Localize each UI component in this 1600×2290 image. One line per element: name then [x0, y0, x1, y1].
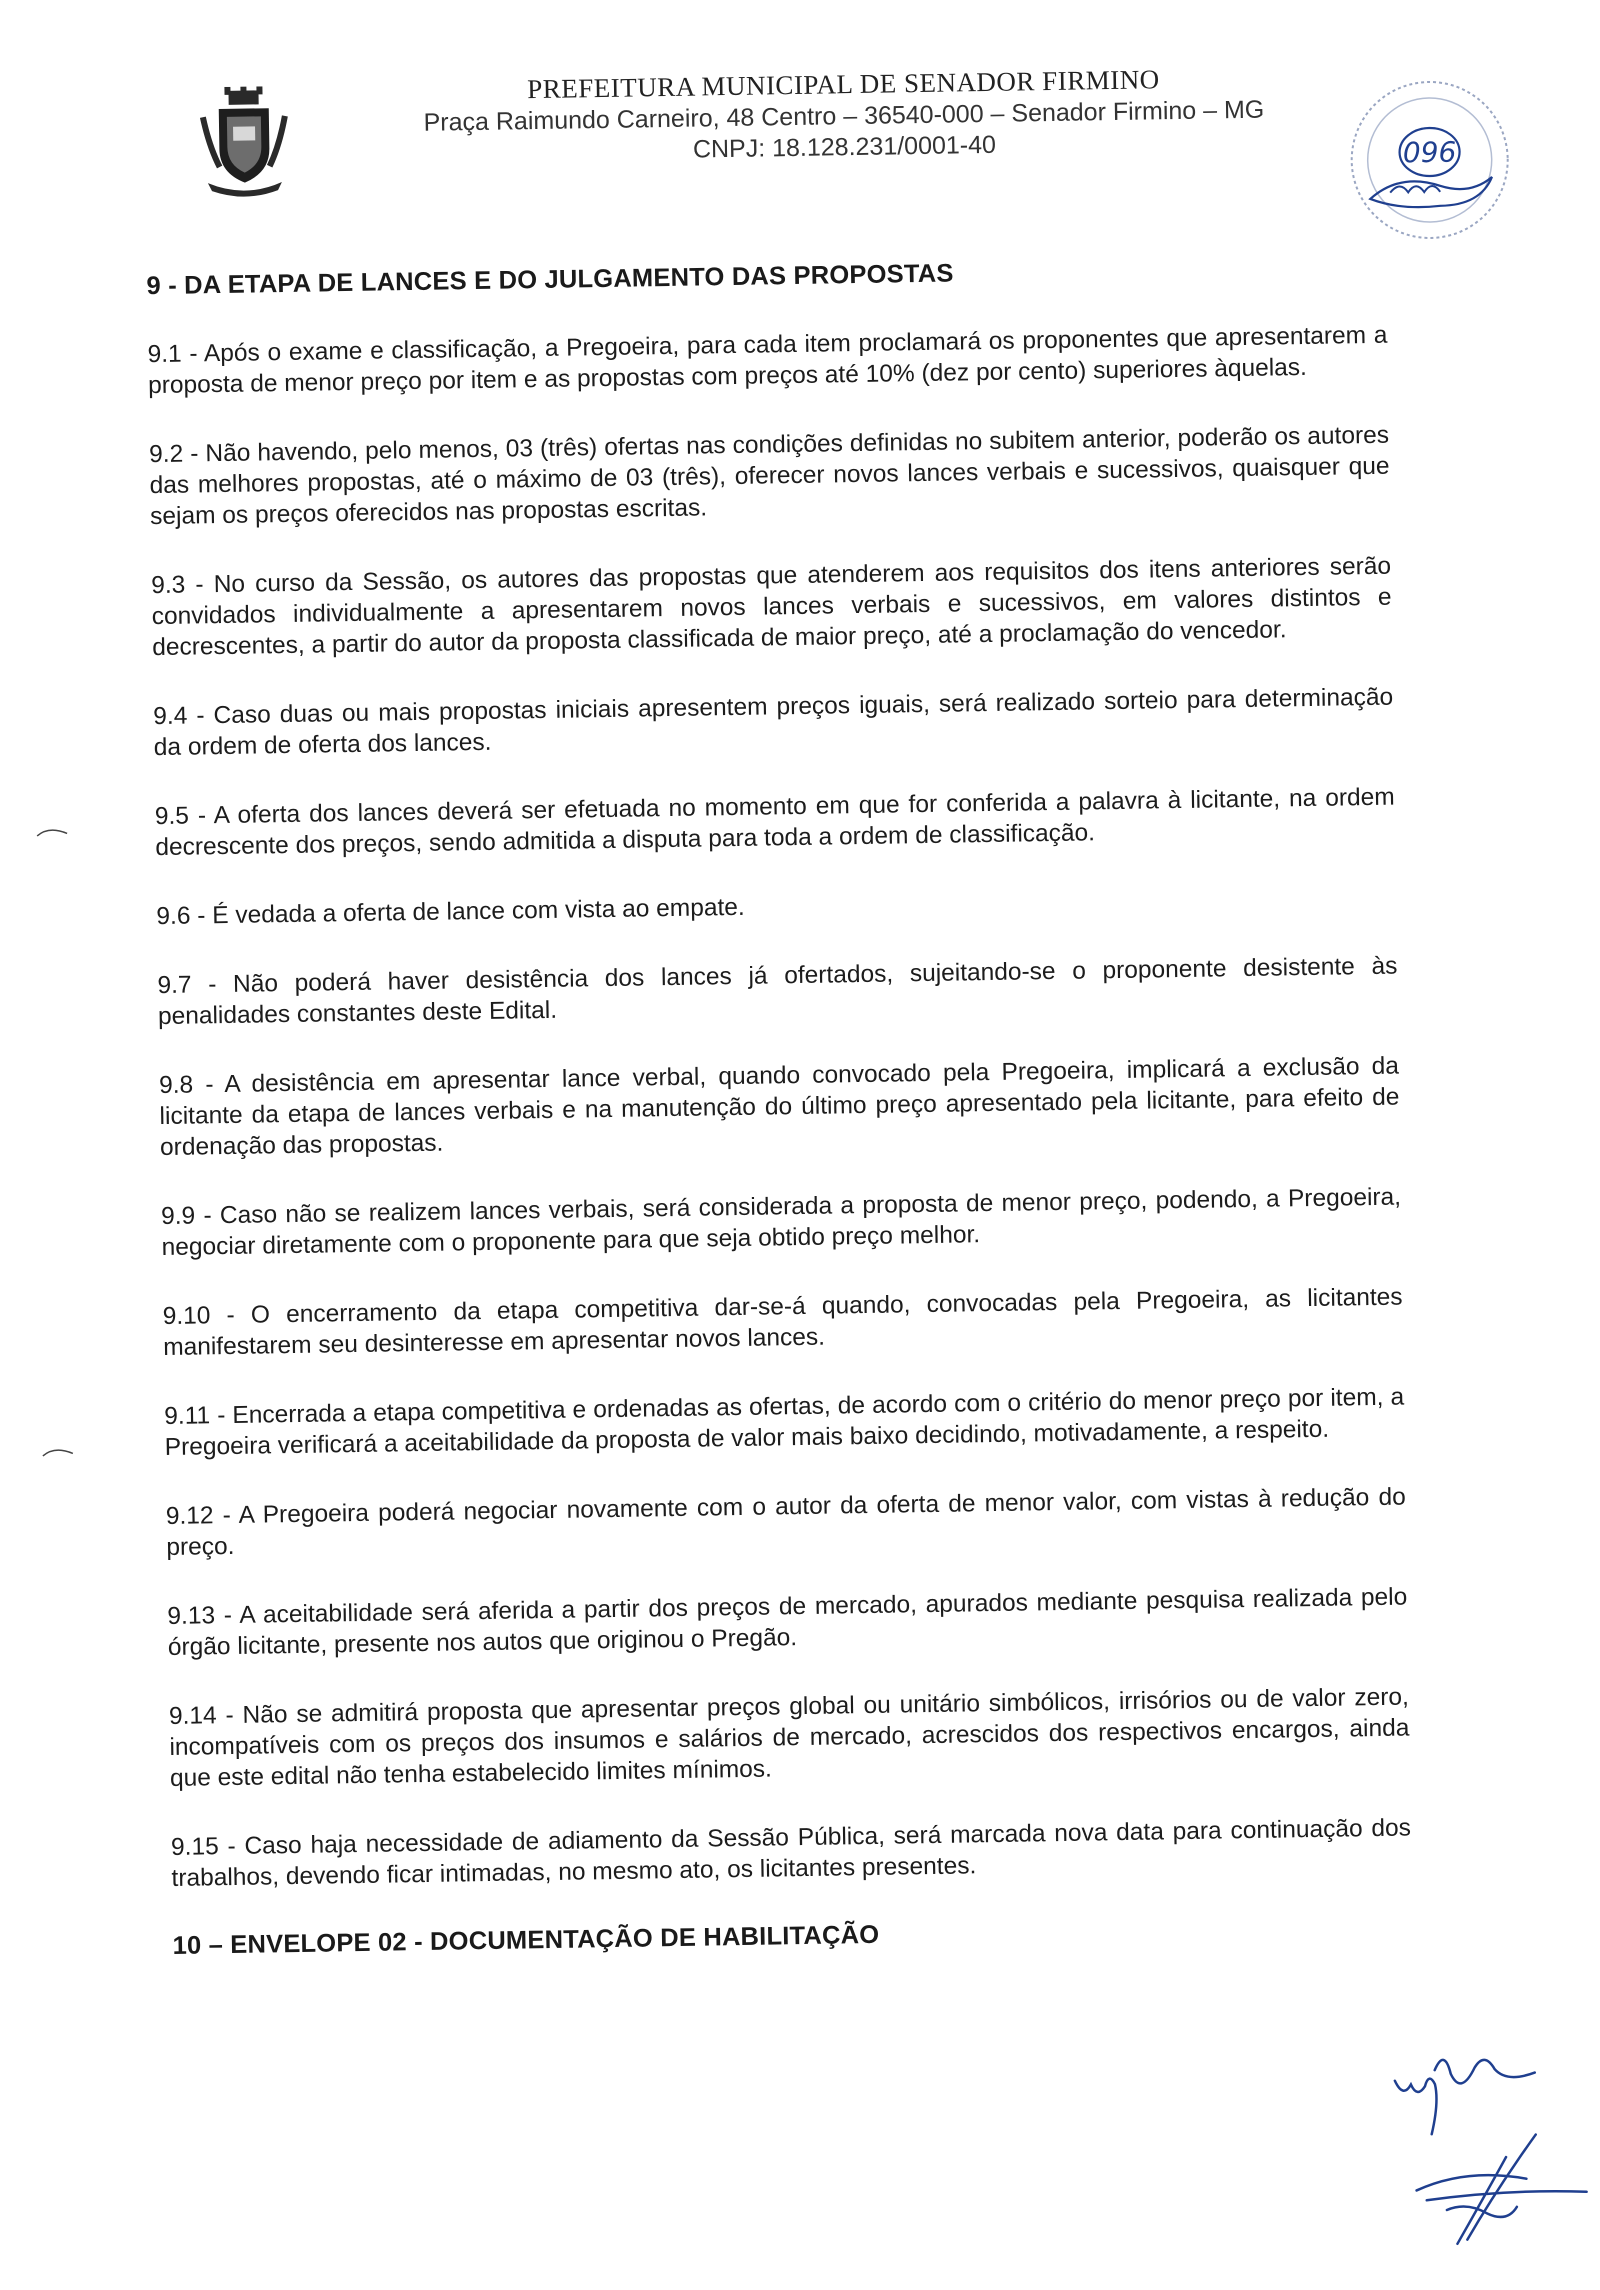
clause-9-8: 9.8 - A desistência em apresentar lance verbal, quando convocado pela Pregoeira, implicará a exclusão da licitante da etapa de lances verbais e na manutenção do último preço apresentado pela licitante, para efeito de ordenação das propostas. [158, 1052, 1400, 1162]
clause-9-1: 9.1 - Após o exame e classificação, a Pregoeira, para cada item proclamará os proponentes que apresentarem a proposta de menor preço por item e as propostas com preços até 10% (dez por cento) superiores àquelas. [147, 321, 1388, 400]
stamp-page-number: 096 [1402, 135, 1457, 170]
letterhead [343, 61, 1344, 170]
page-number-stamp [1328, 58, 1531, 261]
clause-9-5: 9.5 - A oferta dos lances deverá ser efetuada no momento em que for conferida a palavra à licitante, na ordem decrescente dos preços, sendo admitida a disputa para toda a ordem de classificação. [154, 783, 1395, 862]
clause-9-11: 9.11 - Encerrada a etapa competitiva e ordenadas as ofertas, de acordo com o critério do menor preço por item, a Pregoeira verificará a aceitabilidade da proposta de valor mais baixo decidindo, motivadamente, a respeito. [164, 1383, 1405, 1462]
clause-9-13: 9.13 - A aceitabilidade será aferida a partir dos preços de mercado, apurados mediante pesquisa realizada pelo órgão licitante, presente nos autos que originou o Pregão. [167, 1583, 1408, 1661]
clause-9-14: 9.14 - Não se admitirá proposta que apresentar preços global ou unitário simbólicos, irrisórios ou de valor zero, incompatíveis com os preços dos insumos e salários de mercado, acrescidos dos respectivos encargos, ainda que este edital não tenha estabelecido limites mínimos. [168, 1683, 1410, 1792]
clause-9-9: 9.9 - Caso não se realizem lances verbais, será considerada a proposta de menor preço, podendo, a Pregoeira, negociar diretamente com o proponente para que seja obtido preço melhor. [160, 1183, 1402, 1262]
clause-9-10: 9.10 - O encerramento da etapa competitiva dar-se-á quando, convocadas pela Pregoeira, as licitantes manifestarem seu desinteresse em apresentar novos lances. [162, 1283, 1403, 1362]
municipality-cnpj: CNPJ: 18.128.231/0001-40 [692, 130, 997, 164]
clause-9-4: 9.4 - Caso duas ou mais propostas iniciais apresentem preços iguais, será realizado sorteio para determinação da ordem de oferta dos lances. [153, 683, 1394, 762]
clause-9-3: 9.3 - No curso da Sessão, os autores das propostas que atenderem aos requisitos dos itens anteriores serão convidados individualmente a apresentarem novos lances verbais e sucessivos, em valores distintos e decrescentes, a partir do autor da proposta classificada de maior preço, até a proclamação do vencedor. [151, 552, 1392, 662]
clause-9-7: 9.7 - Não poderá haver desistência dos lances já ofertados, sujeitando-se o proponente desistente às penalidades constantes deste Edital. [157, 952, 1398, 1031]
clause-9-2: 9.2 - Não havendo, pelo menos, 03 (três) ofertas nas condições definidas no subitem anterior, poderão os autores das melhores propostas, até o máximo de 03 (três), oferecer novos lances verbais e sucessivos, quaisquer que sejam os preços oferecidos nas propostas escritas. [148, 421, 1390, 531]
handwritten-signatures [1384, 2038, 1597, 2251]
municipality-title: PREFEITURA MUNICIPAL DE SENADOR FIRMINO [526, 64, 1160, 105]
margin-pen-mark [41, 1445, 75, 1458]
section-10-title: 10 – ENVELOPE 02 - DOCUMENTAÇÃO DE HABILITAÇÃO [172, 1920, 880, 1960]
clause-9-15: 9.15 - Caso haja necessidade de adiamento da Sessão Pública, será marcada nova data para continuação dos trabalhos, devendo ficar intimadas, no mesmo ato, os licitantes presentes. [170, 1814, 1412, 1892]
margin-pen-mark [35, 825, 69, 838]
section-9-title: 9 - DA ETAPA DE LANCES E DO JULGAMENTO DAS PROPOSTAS [146, 259, 954, 301]
municipal-crest-icon [198, 86, 290, 199]
document-body [146, 253, 1413, 1999]
clause-9-12: 9.12 - A Pregoeira poderá negociar novamente com o autor da oferta de menor valor, com vistas à redução do preço. [165, 1483, 1406, 1562]
clause-9-6: 9.6 - É vedada a oferta de lance com vista ao empate. [156, 893, 745, 931]
municipality-address: Praça Raimundo Carneiro, 48 Centro – 36540-000 – Senador Firmino – MG [423, 95, 1265, 137]
